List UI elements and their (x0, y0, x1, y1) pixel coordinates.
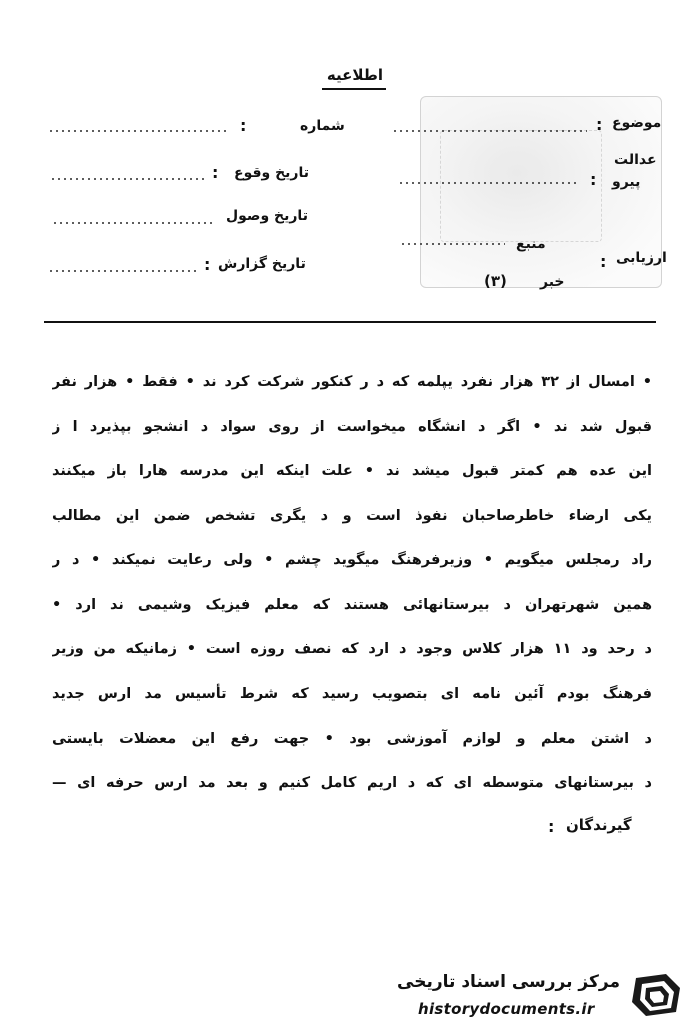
evaluation-label: ارزیابی (616, 250, 667, 266)
body-line: • امسال از ۳۲ هزار نفرد یپلمه که د ر کنکور شرکت کرد ند • فقط • هزار نفر (52, 374, 652, 390)
origin-label: منبع (516, 236, 546, 252)
body-line: راد رمجلس میگویم • وزیرفرهنگ میگوید چشم • ولی رعایت نمیکند • د ر (52, 552, 652, 568)
news-label: خبر (540, 274, 565, 290)
number-field-dots (48, 130, 228, 132)
receipt-date-dots (52, 222, 212, 224)
archive-logo-icon (628, 972, 684, 1018)
body-line: د رحد ود ۱۱ هزار کلاس وجود د ارد که نصف روزه است • زمانیکه من وزیر (52, 641, 652, 657)
archive-url: historydocuments.ir (418, 1000, 595, 1018)
recipients-label: گیرندگان (566, 816, 632, 834)
body-line: همین شهرتهران د بیرستانهائی هستند که معلم فیزیک وشیمی ند ارد • (52, 597, 652, 613)
event-date-label: تاریخ وقوع (234, 165, 310, 181)
body-line: د اشتن معلم و لوازم آموزشی بود • جهت رفع این معضلات بایستی (52, 731, 652, 747)
number-colon: : (240, 116, 247, 135)
archive-org-name: مرکز بررسی اسناد تاریخی (397, 972, 620, 992)
follow-label: پیرو (612, 174, 641, 190)
evaluation-colon: : (600, 252, 607, 271)
subject-label: موضوع (612, 115, 662, 131)
subject-colon: : (596, 115, 603, 134)
body-line: یکی ارضاء خاطرصاحبان نفوذ است و د یگری تشخص ضمن این مطالب (52, 508, 652, 524)
recipients-colon: : (548, 817, 555, 836)
title-underline (322, 88, 386, 90)
subject-dots (392, 130, 587, 132)
report-date-dots (48, 270, 198, 272)
source-label: عدالت (614, 152, 657, 168)
report-date-colon: : (204, 255, 211, 274)
event-date-colon: : (212, 163, 219, 182)
report-date-label: تاریخ گزارش (218, 256, 306, 272)
body-line: د بیرستانهای متوسطه ای که د اریم کامل کنیم و بعد مد ارس حرفه ای — (52, 775, 652, 791)
body-line: قبول شد ند • اگر د انشگاه میخواست از روی سواد د انشجو بپذیرد ا ز (52, 419, 652, 435)
origin-dots (400, 243, 505, 245)
stamp-inner-border (440, 130, 602, 242)
news-value: (۳) (484, 272, 507, 290)
header-separator (44, 321, 656, 323)
source-dots (398, 182, 578, 184)
receipt-date-label: تاریخ وصول (226, 208, 308, 224)
source-colon: : (590, 170, 597, 189)
body-line: این عده هم کمتر قبول میشد ند • علت اینکه این مدرسه هارا باز میکنند (52, 463, 652, 479)
event-date-dots (50, 178, 205, 180)
body-line: فرهنگ بودم آئین نامه ای بتصویب رسید که شرط تأسیس مد ارس جدید (52, 686, 652, 702)
number-label: شماره (300, 118, 345, 134)
document-title: اطلاعیه (326, 66, 384, 84)
